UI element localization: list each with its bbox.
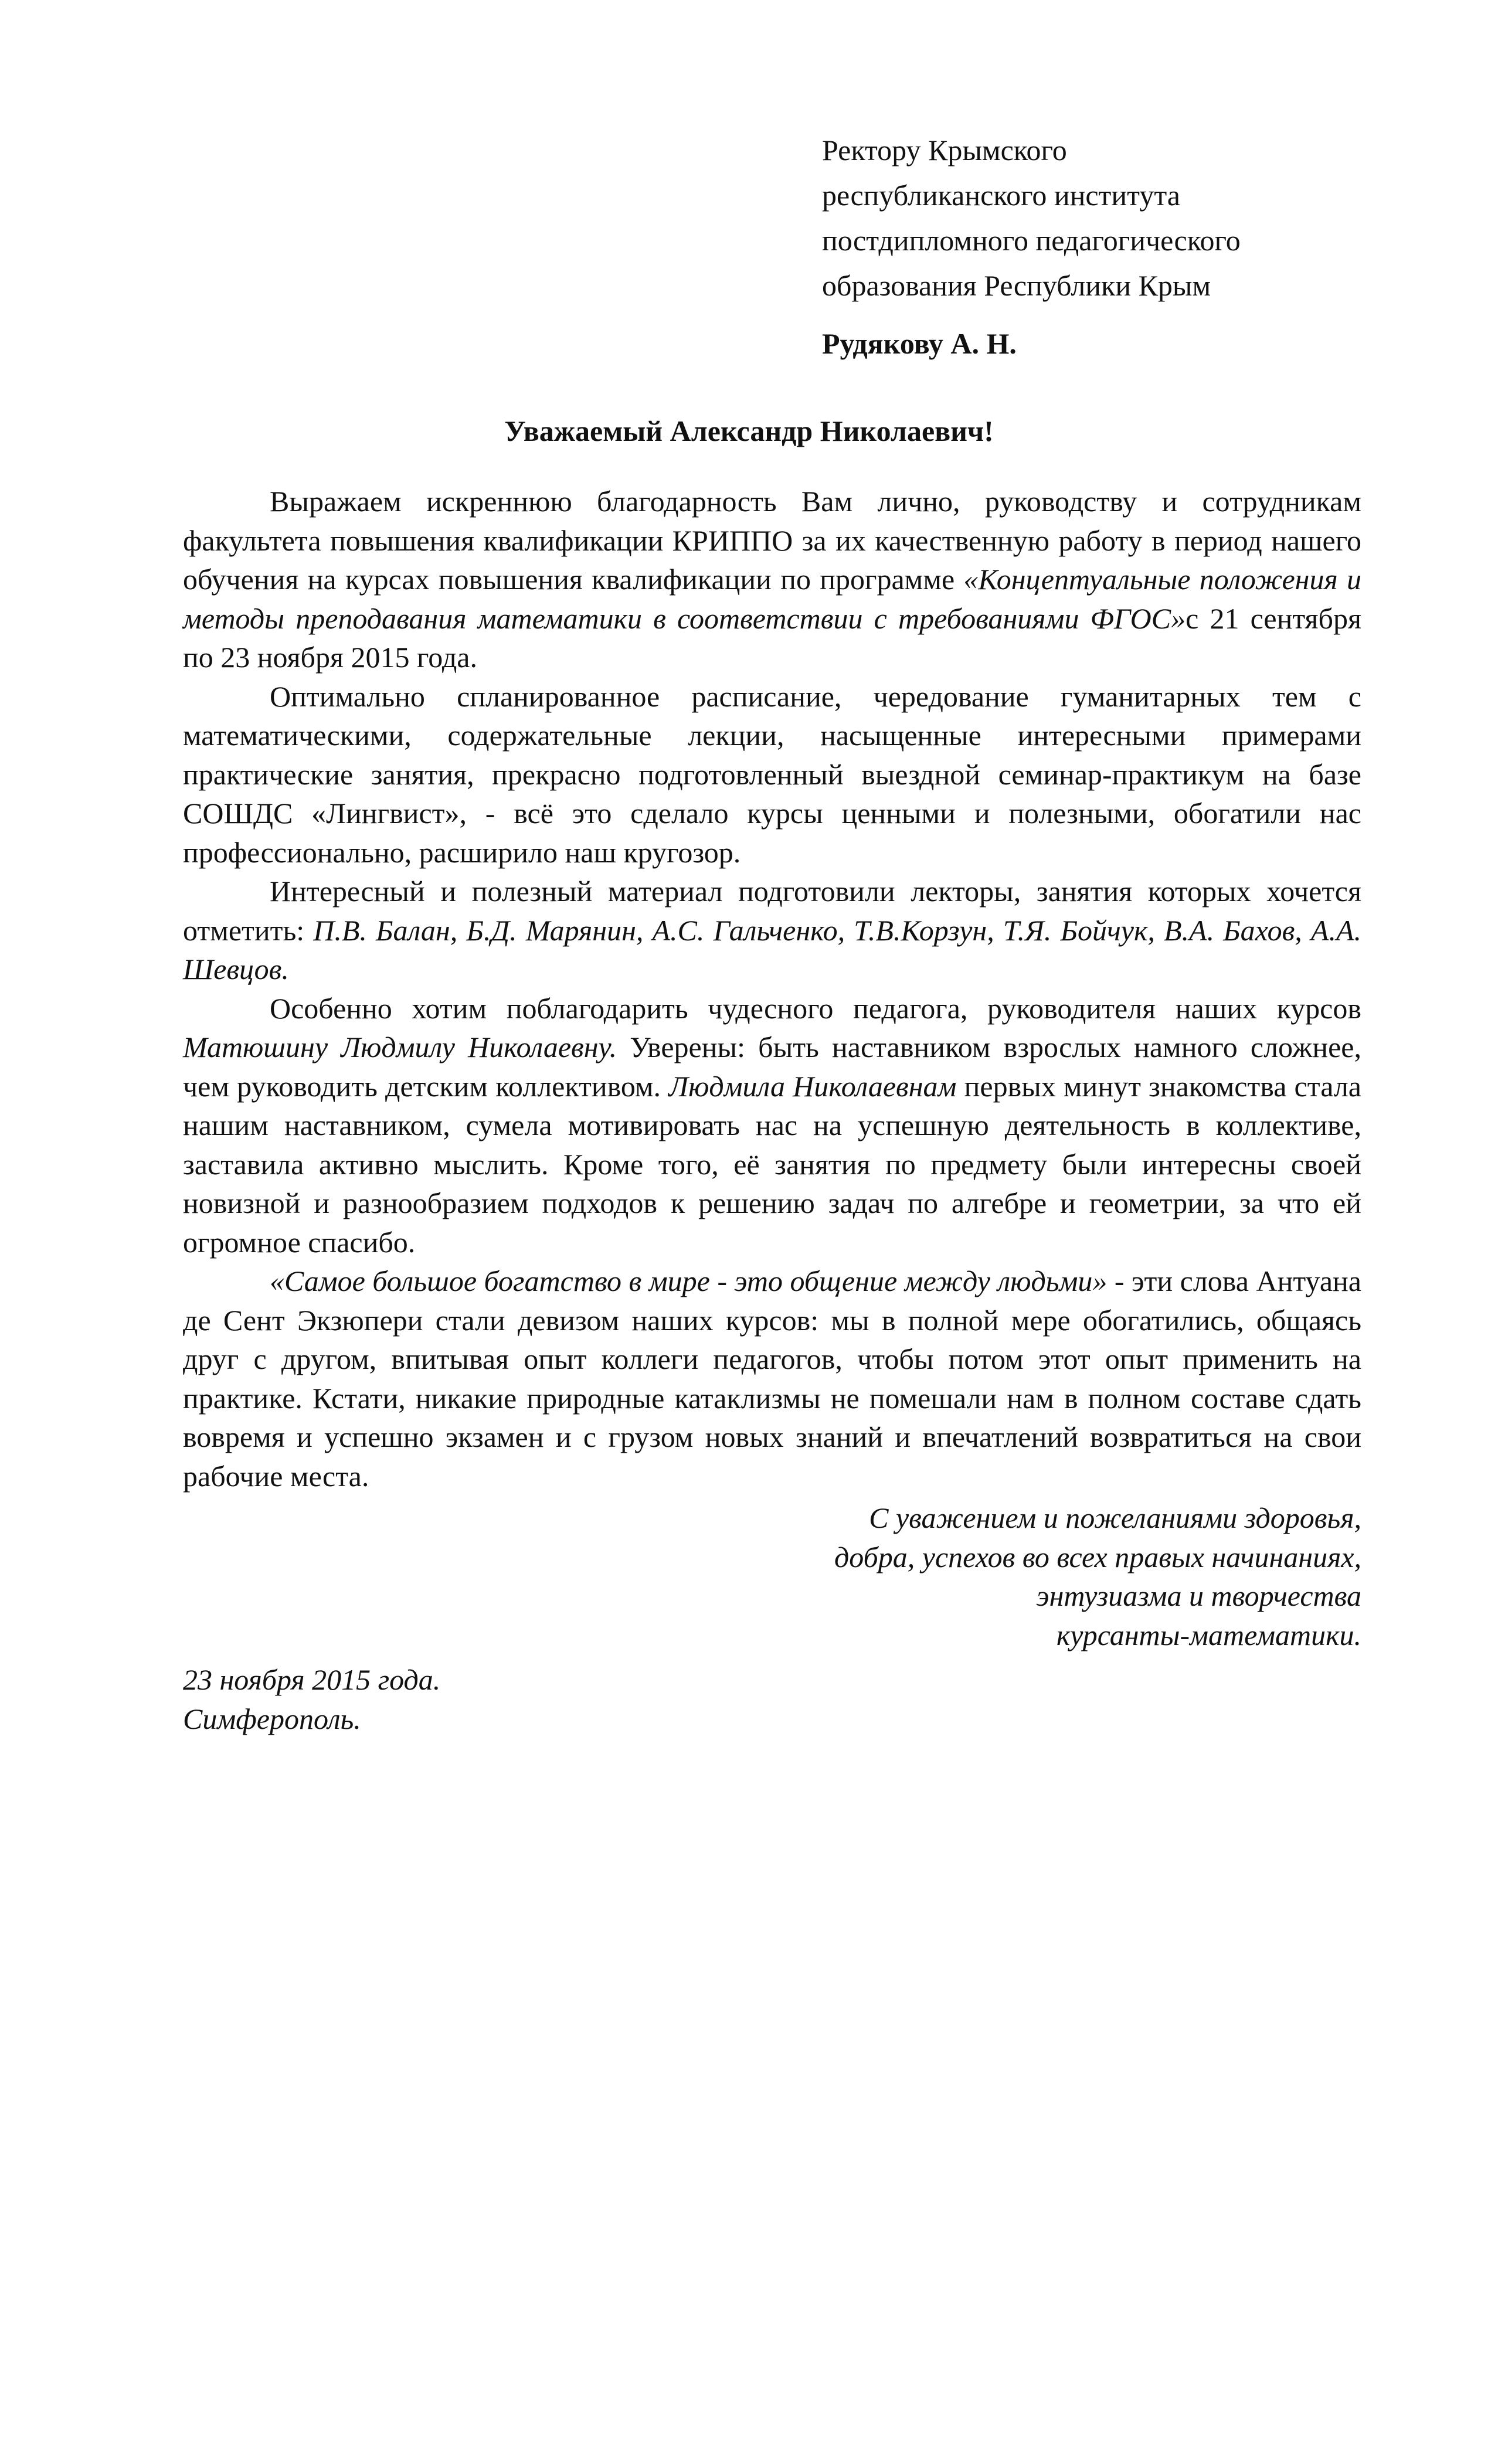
addressee-line: постдипломного педагогического bbox=[822, 224, 1241, 257]
closing-line: добра, успехов во всех правых начинаниях, bbox=[834, 1540, 1361, 1573]
addressee-name: Рудякову А. Н. bbox=[822, 327, 1017, 360]
program-title: «Концептуальные положения и методы преподавания математики в соответствии с требованиями ФГОС» bbox=[183, 563, 1361, 635]
greeting: Уважаемый Александр Николаевич! bbox=[504, 414, 994, 447]
letter-place: Симферополь. bbox=[183, 1702, 361, 1735]
paragraph-gratitude bbox=[183, 482, 1361, 677]
paragraph-text: - эти слова Антуана де Сент Экзюпери стали девизом наших курсов: мы в полной мере обогатились, общаясь друг с другом, впитывая опыт коллеги педагогов, чтобы потом этот опыт применить на практике. Кстати, никакие природные катаклизмы не помешали нам в полном составе сдать вовремя и успешно экзамен и с грузом новых знаний и впечатлений возвратиться на свои рабочие места. bbox=[183, 1265, 1361, 1493]
paragraph-text: Уверены: быть наставником взрослых намного сложнее, чем руководить детским коллективом. bbox=[183, 1031, 1361, 1103]
paragraph-text: Выражаем искреннюю благодарность Вам лично, руководству и сотрудникам факультета повышения квалификации КРИППО за их качественную работу в период нашего обучения на курсах повышения квалификации по программе bbox=[183, 485, 1361, 596]
paragraph-supervisor bbox=[183, 989, 1361, 1262]
addressee-line: республиканского института bbox=[822, 179, 1180, 212]
paragraph-motto bbox=[183, 1262, 1361, 1496]
signature-line: курсанты-математики. bbox=[1056, 1618, 1361, 1651]
paragraph-text: Особенно хотим поблагодарить чудесного педагога, руководителя наших курсов bbox=[270, 991, 1361, 1025]
paragraph-lecturers bbox=[183, 872, 1361, 989]
letter-date: 23 ноября 2015 года. bbox=[183, 1663, 441, 1696]
paragraph-text: Интересный и полезный материал подготовили лекторы, занятия которых хочется отметить: bbox=[183, 875, 1361, 947]
addressee-line: Ректору Крымского bbox=[822, 134, 1067, 166]
supervisor-name: Матюшину Людмилу Николаевну. bbox=[183, 1031, 617, 1063]
letter-body bbox=[183, 482, 1361, 1496]
closing-line: энтузиазма и творчества bbox=[1036, 1579, 1361, 1612]
supervisor-name-short: Людмила Николаевнам bbox=[668, 1069, 957, 1103]
lecturer-names: П.В. Балан, Б.Д. Марянин, А.С. Гальченко, Т.В.Корзун, Т.Я. Бойчук, В.А. Бахов, А.А. Шевцов. bbox=[183, 913, 1361, 985]
paragraph-schedule bbox=[183, 677, 1361, 872]
addressee-line: образования Республики Крым bbox=[822, 269, 1211, 302]
paragraph-text: Оптимально спланированное расписание, чередование гуманитарных тем с математическими, содержательные лекции, насыщенные интересными примерами практические занятия, прекрасно подготовленный выездной семинар-практикум на базе СОШДС «Лингвист», - всё это сделало курсы ценными и полезными, обогатили нас профессионально, расширило наш кругозор. bbox=[183, 679, 1361, 869]
addressee-block bbox=[822, 128, 1408, 366]
motto-quote: «Самое большое богатство в мире - это общение между людьми» bbox=[270, 1265, 1108, 1297]
closing-line: С уважением и пожеланиями здоровья, bbox=[869, 1501, 1361, 1534]
paragraph-text: с 21 сентября по 23 ноября 2015 года. bbox=[183, 601, 1361, 674]
closing-block bbox=[834, 1498, 1361, 1654]
date-place-block bbox=[183, 1660, 440, 1738]
paragraph-text: первых минут знакомства стала нашим наставником, сумела мотивировать нас на успешную деятельность в коллективе, заставила активно мыслить. Кроме того, её занятия по предмету были интересны своей новизной и разнообразием подходов к решению задач по алгебре и геометрии, за что ей огромное спасибо. bbox=[183, 1069, 1361, 1259]
